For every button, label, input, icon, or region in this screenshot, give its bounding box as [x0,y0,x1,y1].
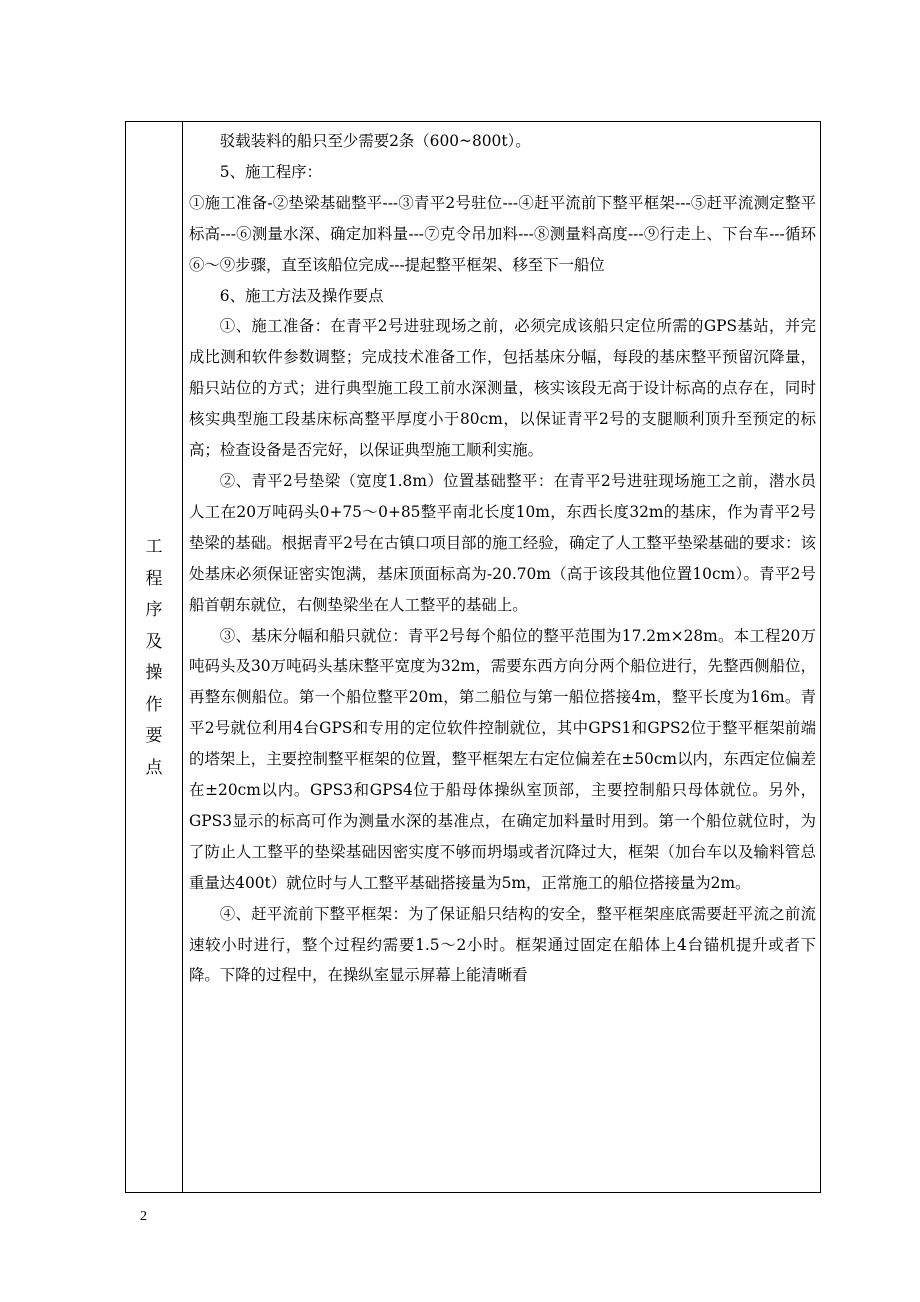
paragraph-step-4: ④、赶平流前下整平框架：为了保证船只结构的安全，整平框架座底需要赶平流之前流速较小时进行，整个过程约需要1.5～2小时。框架通过固定在船体上4台锚机提升或者下降。下降的过程中，在操纵室显示屏幕上能清晰看 [189,904,816,985]
side-label-char: 要 [145,726,163,746]
side-label-cell [126,122,182,1192]
section-heading-6: 6、施工方法及操作要点 [219,286,384,305]
side-label-char: 工 [145,537,163,557]
paragraph-step-3: ③、基床分幅和船只就位：青平2号每个船位的整平范围为17.2m×28m。本工程20万吨码头及30万吨码头基床整平宽度为32m，需要东西方向分两个船位进行，先整西侧船位，再整东侧船位。第一个船位整平20m，第二船位与第一船位搭接4m，整平长度为16m。青平2号就位利用4台GPS和专用的定位软件控制就位，其中GPS1和GPS2位于整平框架前端的塔架上，主要控制整平框架的位置，整平框架左右定位偏差在±50cm以内，东西定位偏差在±20cm以内。GPS3和GPS4位于船母体操纵室顶部，主要控制船只母体就位。另外，GPS3显示的标高可作为测量水深的基准点，在确定加料量时用到。第一个船位就位时，为了防止人工整平的垫梁基础因密实度不够而坍塌或者沉降过大，框架（加台车以及输料管总重量达400t）就位时与人工整平基础搭接量为5m，正常施工的船位搭接量为2m。 [189,626,816,892]
side-label-char: 程 [145,568,163,589]
vertical-section-label [146,532,163,784]
side-label-char: 作 [145,694,163,715]
content-cell [189,126,816,991]
paragraph-step-2: ②、青平2号垫梁（宽度1.8m）位置基础整平：在青平2号进驻现场施工之前，潜水员人工在20万吨码头0+75～0+85整平南北长度10m，东西长度32m的基床，作为青平2号垫梁的基础。根据青平2号在古镇口项目部的施工经验，确定了人工整平垫梁基础的要求：该处基床必须保证密实饱满，基床顶面标高为-20.70m（高于该段其他位置10cm）。青平2号船首朝东就位，右侧垫梁坐在人工整平的基础上。 [189,471,816,614]
side-label-char: 序 [145,600,163,620]
paragraph-step-1: ①、施工准备：在青平2号进驻现场之前，必须完成该船只定位所需的GPS基站，并完成比测和软件参数调整；完成技术准备工作，包括基床分幅，每段的基床整平预留沉降量，船只站位的方式；进行典型施工段工前水深测量，核实该段无高于设计标高的点存在，同时核实典型施工段基床标高整平厚度小于80cm，以保证青平2号的支腿顺利顶升至预定的标高；检查设备是否完好，以保证典型施工顺利实施。 [189,317,816,460]
column-divider [182,122,183,1192]
page-number: 2 [140,1209,147,1224]
section-heading-5: 5、施工程序： [219,162,322,181]
side-label-char: 及 [145,631,163,652]
document-table [125,121,821,1193]
paragraph: 驳载装料的船只至少需要2条（600~800t）。 [219,132,531,150]
side-label-char: 点 [145,757,163,778]
side-label-char: 操 [145,663,163,683]
procedure-steps: ①施工准备-②垫梁基础整平---③青平2号驻位---④赶平流前下整平框架---⑤赶平流测定整平标高---⑥测量水深、确定加料量---⑦克令吊加料---⑧测量料高度---⑨行走上、下台车---循环⑥～⑨步骤，直至该船位完成---提起整平框架、移至下一船位 [189,193,816,274]
